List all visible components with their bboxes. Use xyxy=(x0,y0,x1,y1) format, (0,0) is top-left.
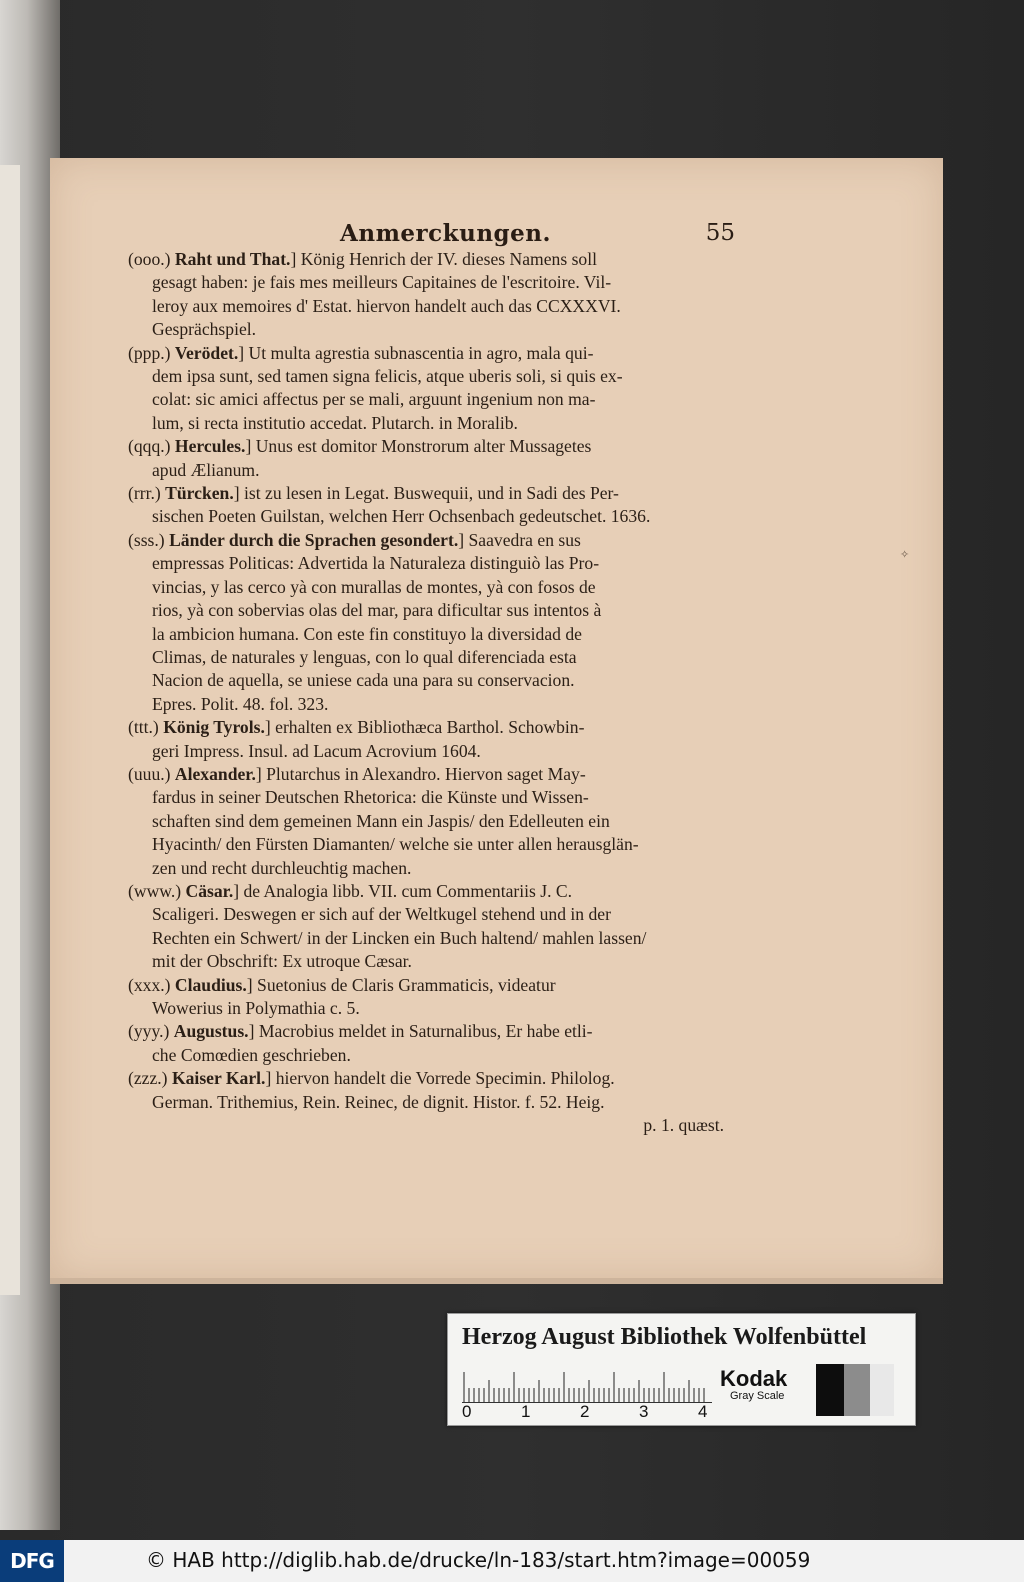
ruler-number: 1 xyxy=(521,1402,531,1421)
ruler-number: 4 xyxy=(698,1402,708,1421)
note-first-line xyxy=(128,1020,728,1043)
note-line: Gesprächspiel. xyxy=(152,319,257,340)
note-label: (qqq.) xyxy=(128,436,175,457)
note-text: ] Suetonius de Claris Grammaticis, videatur xyxy=(246,974,556,995)
note-line: Hyacinth/ den Fürsten Diamanten/ welche sie unter allen herausglän- xyxy=(152,834,639,855)
note-label: (ooo.) xyxy=(128,249,175,269)
dfg-logo: DFG xyxy=(0,1540,64,1582)
note-line: mit der Obschrift: Ex utroque Cæsar. xyxy=(152,951,412,972)
note-text: ] Saavedra en sus xyxy=(458,529,581,550)
note-line: German. Trithemius, Rein. Reinec, de dignit. Histor. f. 52. Heig. xyxy=(152,1091,605,1112)
annotation-note xyxy=(128,435,728,482)
note-keyword: Claudius. xyxy=(174,974,247,995)
annotation-note xyxy=(128,482,728,529)
note-line: sischen Poeten Guilstan, welchen Herr Ochsenbach gedeutschet. 1636. xyxy=(152,506,651,527)
note-line: p. 1. quæst. xyxy=(643,1115,724,1136)
note-line: Wowerius in Polymathia c. 5. xyxy=(152,998,360,1018)
note-label: (zzz.) xyxy=(128,1068,172,1089)
ruler-number: 2 xyxy=(580,1402,590,1421)
note-keyword: Raht und That. xyxy=(174,249,291,269)
note-first-line xyxy=(128,1067,728,1090)
annotation-note xyxy=(128,1067,728,1137)
note-line: la ambicion humana. Con este fin constituyo la diversidad de xyxy=(152,623,582,644)
note-keyword: Verödet. xyxy=(174,342,239,363)
note-line: Rechten ein Schwert/ in der Lincken ein Buch haltend/ mahlen lassen/ xyxy=(152,927,647,948)
note-line: che Comœdien geschrieben. xyxy=(152,1044,351,1065)
note-text: ] Plutarchus in Alexandro. Hiervon saget May- xyxy=(255,763,586,784)
note-label: (rrr.) xyxy=(128,483,166,504)
note-first-line xyxy=(128,435,728,458)
annotation-note xyxy=(128,342,728,436)
color-reference-card xyxy=(447,1313,916,1426)
annotation-note xyxy=(128,763,728,880)
note-line: apud Ælianum. xyxy=(152,459,260,480)
note-text: ] hiervon handelt die Vorrede Specimin. Philolog. xyxy=(265,1068,615,1089)
footer-bar xyxy=(0,1540,1024,1582)
note-label: (uuu.) xyxy=(128,763,175,784)
note-keyword: Länder durch die Sprachen gesondert. xyxy=(169,529,459,550)
note-text: ] erhalten ex Bibliothæca Barthol. Schowbin- xyxy=(264,717,585,738)
note-label: (sss.) xyxy=(128,529,170,550)
note-first-line xyxy=(128,342,728,365)
copyright-url[interactable]: © HAB http://diglib.hab.de/drucke/ln-183/start.htm?image=00059 xyxy=(146,1548,811,1572)
gray-scale-label: Gray Scale xyxy=(730,1390,785,1402)
note-line: geri Impress. Insul. ad Lacum Acrovium 1604. xyxy=(152,740,481,761)
note-keyword: Hercules. xyxy=(174,436,246,457)
note-keyword: Cäsar. xyxy=(185,880,234,901)
note-text: ] König Henrich der IV. dieses Namens soll xyxy=(290,249,597,269)
note-label: (www.) xyxy=(128,880,186,901)
annotation-note xyxy=(128,529,728,716)
annotation-note xyxy=(128,716,728,763)
note-line: Climas, de naturales y lenguas, con lo qual diferenciada esta xyxy=(152,646,577,667)
note-label: (ttt.) xyxy=(128,717,164,738)
note-first-line xyxy=(128,248,728,271)
note-line: empressas Politicas: Advertida la Naturaleza distinguiò las Pro- xyxy=(152,553,600,574)
note-line: gesagt haben: je fais mes meilleurs Capitaines de l'escritoire. Vil- xyxy=(152,272,612,293)
note-label: (yyy.) xyxy=(128,1021,174,1042)
running-head: Anmerckungen. xyxy=(340,220,551,247)
note-line: schaften sind dem gemeinen Mann ein Jaspis/ den Edelleuten ein xyxy=(152,810,610,831)
scale-ruler xyxy=(462,1362,712,1421)
note-first-line xyxy=(128,974,728,997)
ruler-ticks xyxy=(462,1362,712,1403)
stray-ink-mark: ✧ xyxy=(900,548,910,561)
ruler-number: 0 xyxy=(462,1402,472,1421)
note-first-line xyxy=(128,763,728,786)
note-keyword: Türcken. xyxy=(165,483,234,504)
note-line: Epres. Polit. 48. fol. 323. xyxy=(152,693,329,714)
note-line: rios, yà con sobervias olas del mar, para dificultar sus intentos à xyxy=(152,600,602,621)
note-line: colat: sic amici affectus per se mali, arguunt ingenium non ma- xyxy=(152,389,596,410)
ruler-number: 3 xyxy=(639,1402,649,1421)
page-bottom-edge xyxy=(50,1278,943,1284)
note-text: ] ist zu lesen in Legat. Buswequii, und in Sadi des Per- xyxy=(233,483,619,504)
gray-patch-light xyxy=(870,1364,894,1416)
note-line: lum, si recta institutio accedat. Plutarch. in Moralib. xyxy=(152,412,518,433)
note-first-line xyxy=(128,529,728,552)
annotation-note xyxy=(128,1020,728,1067)
note-line: vincias, y las cerco yà con murallas de montes, yà con fosos de xyxy=(152,576,596,597)
annotation-note xyxy=(128,880,728,974)
library-name: Herzog August Bibliothek Wolfenbüttel xyxy=(462,1324,867,1350)
kodak-logo: Kodak xyxy=(720,1366,788,1391)
page-number: 55 xyxy=(705,220,735,246)
page-header xyxy=(340,220,735,250)
note-line: leroy aux memoires d' Estat. hiervon handelt auch das CCXXXVI. xyxy=(152,295,621,316)
note-text: ] Unus est domitor Monstrorum alter Mussagetes xyxy=(245,436,592,457)
note-line: zen und recht durchleuchtig machen. xyxy=(152,857,412,878)
note-keyword: Kaiser Karl. xyxy=(171,1068,266,1089)
note-text: ] Ut multa agrestia subnascentia in agro, mala qui- xyxy=(238,342,594,363)
gray-patch-mid xyxy=(844,1364,870,1416)
gray-patch-black xyxy=(816,1364,844,1416)
note-line: fardus in seiner Deutschen Rhetorica: die Künste und Wissen- xyxy=(152,787,589,808)
note-first-line xyxy=(128,880,728,903)
note-keyword: König Tyrols. xyxy=(163,717,265,738)
note-line: dem ipsa sunt, sed tamen signa felicis, atque uberis soli, si quis ex- xyxy=(152,366,623,387)
note-label: (xxx.) xyxy=(128,974,175,995)
note-first-line xyxy=(128,482,728,505)
note-keyword: Augustus. xyxy=(173,1021,249,1042)
note-label: (ppp.) xyxy=(128,342,175,363)
note-first-line xyxy=(128,716,728,739)
annotation-note xyxy=(128,248,728,342)
note-text: ] de Analogia libb. VII. cum Commentariis J. C. xyxy=(233,880,573,901)
adjacent-page-strip xyxy=(0,165,20,1295)
annotation-list xyxy=(128,248,728,1137)
note-line: Nacion de aquella, se uniese cada una para su conservacion. xyxy=(152,670,575,691)
note-keyword: Alexander. xyxy=(174,763,256,784)
note-text: ] Macrobius meldet in Saturnalibus, Er habe etli- xyxy=(248,1021,593,1042)
note-line: Scaligeri. Deswegen er sich auf der Weltkugel stehend und in der xyxy=(152,904,611,925)
ruler-numbers xyxy=(462,1402,722,1424)
annotation-note xyxy=(128,974,728,1021)
